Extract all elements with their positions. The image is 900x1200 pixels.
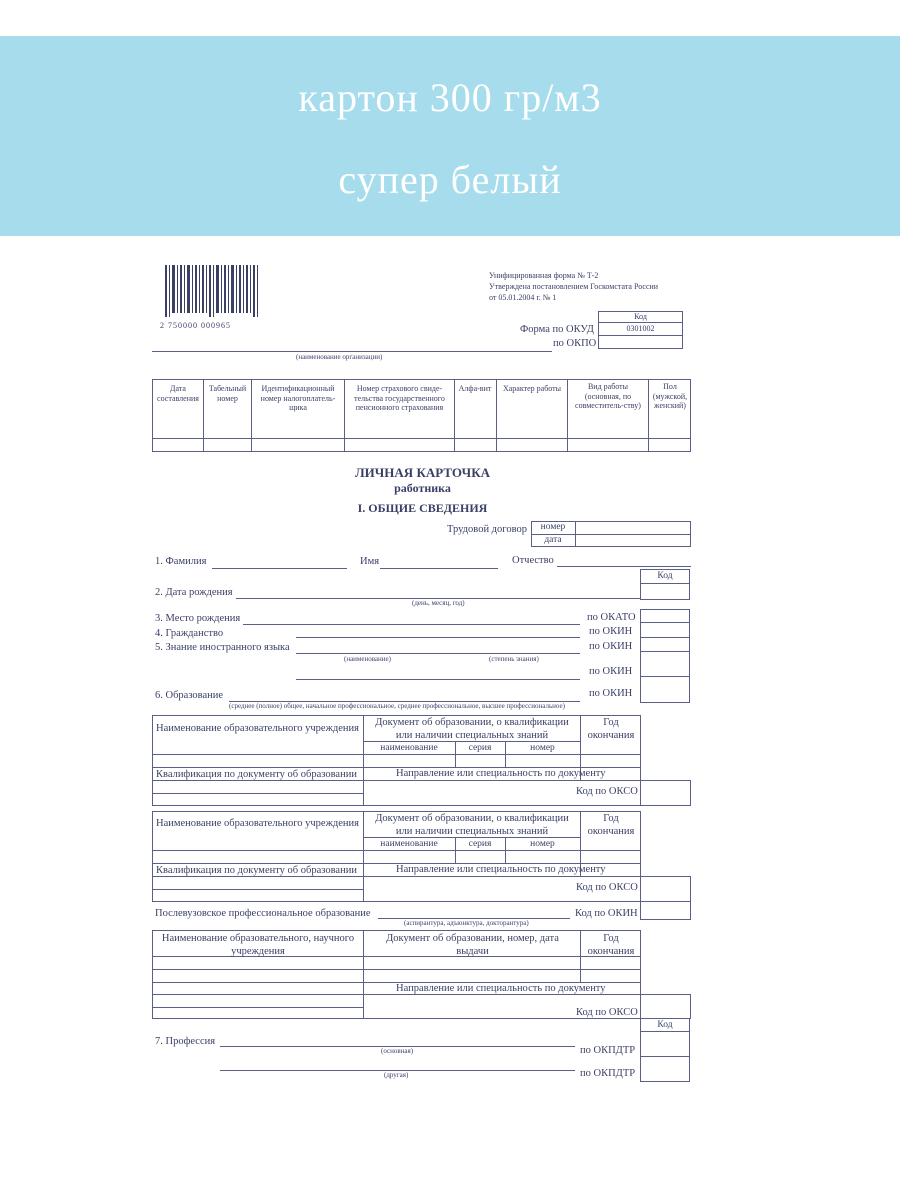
fields-kod-label: Код (657, 571, 673, 581)
profession-kod-label: Код (657, 1020, 673, 1030)
okato-label: по ОКАТО (587, 612, 636, 623)
barcode-icon (163, 265, 263, 321)
edu2-direction: Направление или специальность по документу (396, 864, 606, 875)
okpdtr-1-label: по ОКПДТР (580, 1045, 636, 1056)
postgrad-document: Документ об образовании, номер, дата выдачи (386, 933, 559, 957)
edu1-okso: Код по ОКСО (576, 786, 638, 797)
contract-date-label: дата (544, 535, 562, 545)
profession-label: 7. Профессия (155, 1036, 216, 1047)
okin-3-label: по ОКИН (589, 666, 633, 677)
profession-other-caption: (другая) (384, 1071, 409, 1079)
postgrad-okso: Код по ОКСО (576, 1007, 638, 1018)
org-caption: (наименование организации) (296, 353, 383, 361)
okud-label: Форма по ОКУД (520, 324, 594, 335)
org-line (152, 351, 552, 352)
edu1-institution: Наименование образовательного учреждения (156, 723, 359, 734)
edu2-doc-series: серия (468, 839, 492, 849)
code-column-2 (640, 609, 690, 703)
postgrad-okin-box (640, 901, 691, 920)
form-line-1: Унифицированная форма № Т-2 (489, 271, 599, 280)
col-snils: Номер страхового свиде-тельства государственного пенсионного страхования (354, 384, 445, 413)
okin-1-label: по ОКИН (589, 626, 633, 637)
edu2-institution: Наименование образовательного учреждения (156, 818, 359, 829)
language-caption-1: (наименование) (344, 655, 391, 663)
section-title: I. ОБЩИЕ СВЕДЕНИЯ (357, 501, 488, 515)
edu1-direction: Направление или специальность по документу (396, 768, 606, 779)
col-alphabet: Алфа-вит (458, 384, 492, 393)
edu1-doc-series: серия (468, 743, 492, 753)
edu2-document: Документ об образовании, о квалификации или наличии специальных знаний (375, 813, 569, 837)
birthdate-caption: (день, месяц, год) (412, 599, 465, 607)
okpdtr-2-label: по ОКПДТР (580, 1068, 636, 1079)
postgrad-institution: Наименование образовательного, научного учреждения (161, 933, 355, 957)
form-line-2: Утверждена постановлением Госкомстата России (489, 282, 659, 291)
education-caption: (среднее (полное) общее, начальное профессиональное, среднее профессиональное, высшее профессиональное) (229, 702, 565, 710)
banner-line-1: картон 300 гр/м3 (298, 75, 602, 120)
okin-4-label: по ОКИН (589, 688, 633, 699)
contract-number-label: номер (540, 522, 566, 532)
edu1-year: Год окончания (587, 717, 635, 741)
edu2-okso: Код по ОКСО (576, 882, 638, 893)
form-line-3: от 05.01.2004 г. № 1 (489, 293, 557, 302)
postgrad-okin: Код по ОКИН (575, 908, 638, 919)
postgrad-label: Послевузовское профессиональное образование (155, 908, 371, 919)
language-label: 5. Знание иностранного языка (155, 642, 290, 653)
edu1-doc-number: номер (530, 743, 555, 753)
okin-2-label: по ОКИН (589, 641, 633, 652)
card-title: ЛИЧНАЯ КАРТОЧКА (354, 465, 491, 480)
col-worktype: Вид работы (основная, по совместитель-ству) (575, 382, 641, 411)
barcode-digits: 2 750000 000965 (160, 321, 231, 330)
surname-label: 1. Фамилия (155, 556, 207, 567)
col-inn: Идентификационный номер налогоплатель-щика (260, 384, 336, 413)
language-caption-2: (степень знания) (489, 655, 539, 663)
postgrad-year: Год окончания (587, 933, 635, 957)
okpo-label: по ОКПО (553, 338, 597, 349)
promo-banner (0, 36, 900, 236)
education-label: 6. Образование (155, 690, 224, 701)
edu1-doc-name: наименование (380, 743, 438, 753)
patronymic-label: Отчество (512, 555, 554, 566)
col-tabnum: Табельный номер (208, 384, 247, 403)
citizenship-label: 4. Гражданство (155, 628, 224, 639)
name-label: Имя (360, 556, 380, 567)
card-subtitle: работника (394, 481, 451, 495)
edu1-qualification: Квалификация по документу об образовании (156, 769, 357, 780)
edu2-doc-number: номер (530, 839, 555, 849)
okud-value: 0301002 (626, 324, 655, 333)
birthdate-label: 2. Дата рождения (155, 587, 233, 598)
contract-label: Трудовой договор (447, 524, 527, 535)
col-sex: Пол (мужской, женский) (652, 382, 688, 411)
postgrad-direction: Направление или специальность по документу (396, 983, 606, 994)
edu2-year: Год окончания (587, 813, 635, 837)
edu1-document: Документ об образовании, о квалификации или наличии специальных знаний (375, 717, 569, 741)
birthplace-label: 3. Место рождения (155, 613, 241, 624)
postgrad-caption: (аспирантура, адъюнктура, докторантура) (404, 919, 529, 927)
edu2-qualification: Квалификация по документу об образовании (156, 865, 357, 876)
col-date: Дата составления (157, 384, 199, 403)
profession-main-caption: (основная) (381, 1047, 414, 1055)
kod-header: Код (634, 312, 647, 321)
col-character: Характер работы (502, 384, 562, 393)
edu2-doc-name: наименование (380, 839, 438, 849)
banner-line-2: супер белый (338, 157, 562, 202)
